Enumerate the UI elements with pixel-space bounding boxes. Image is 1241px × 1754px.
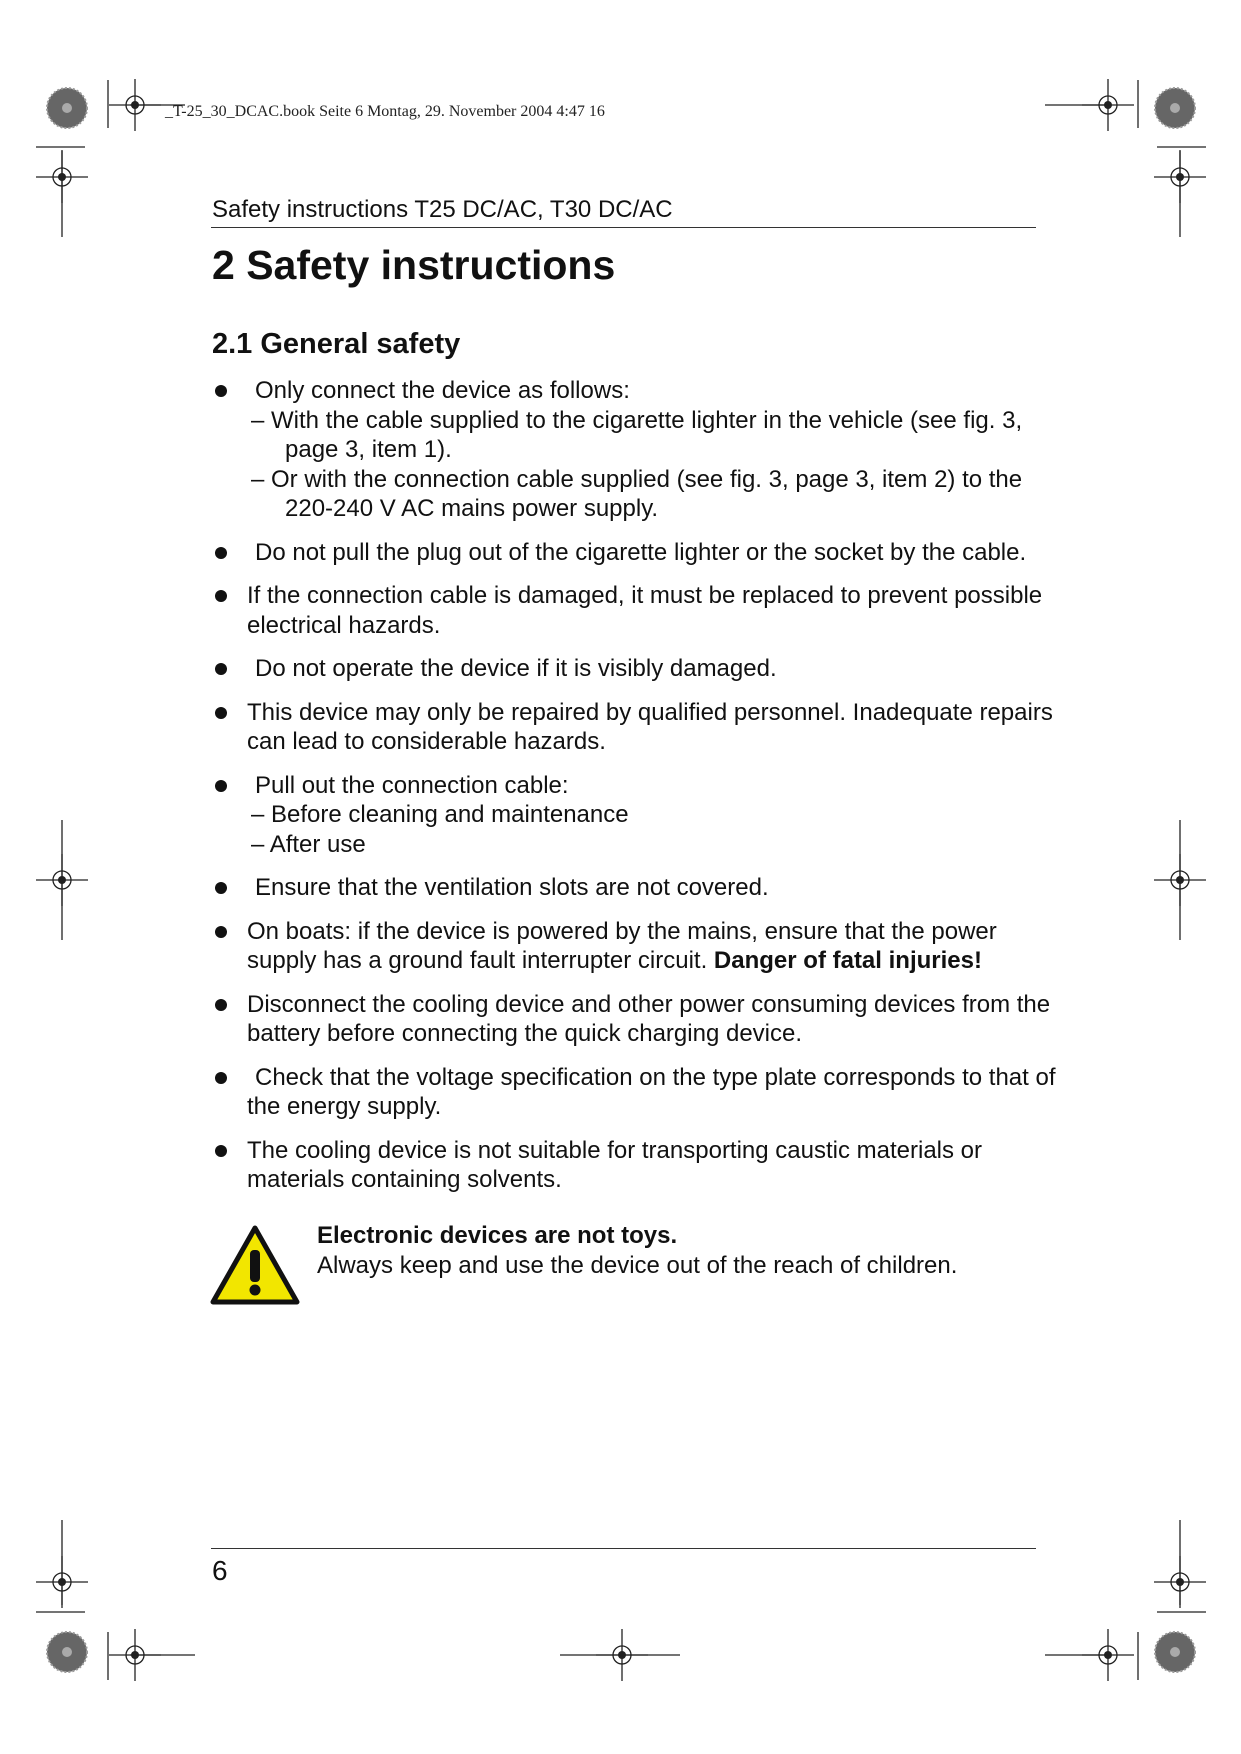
running-header: Safety instructions T25 DC/AC, T30 DC/AC — [212, 196, 673, 223]
list-item — [212, 654, 1062, 684]
list-item-text: This device may only be repaired by qualified personnel. Inadequate repairs can lead to considerable hazards. — [247, 698, 1053, 755]
print-slug: _T-25_30_DCAC.book Seite 6 Montag, 29. November 2004 4:47 16 — [165, 103, 605, 120]
list-item-text-main: On boats: if the device is powered by the mains, ensure that the power supply has a ground fault interrupter circuit. — [247, 917, 997, 974]
list-item — [212, 538, 1062, 568]
list-item-text: Only connect the device as follows: — [255, 377, 630, 404]
bullet-icon — [215, 707, 227, 719]
bullet-icon — [215, 547, 227, 559]
list-item — [212, 1136, 1062, 1195]
danger-emphasis: Danger of fatal injuries! — [713, 947, 982, 974]
warning-box — [210, 1222, 1060, 1312]
list-item — [212, 698, 1062, 757]
warning-title: Electronic devices are not toys. — [317, 1222, 678, 1249]
chapter-title: 2 Safety instructions — [212, 242, 616, 288]
bullet-icon — [215, 1072, 227, 1084]
header-rule — [211, 227, 1036, 228]
bullet-icon — [215, 1145, 227, 1157]
list-item — [212, 873, 1062, 903]
list-item-text: Disconnect the cooling device and other power consuming devices from the battery before connecting the quick charging device. — [247, 990, 1051, 1047]
page-number: 6 — [212, 1555, 228, 1586]
list-item-text: Pull out the connection cable: — [255, 771, 569, 799]
list-item — [212, 990, 1062, 1049]
bullet-icon — [215, 926, 227, 938]
list-item-text: Ensure that the ventilation slots are not covered. — [255, 874, 769, 901]
list-item-text: Check that the voltage specification on the type plate corresponds to that of the energy supply. — [247, 1063, 1056, 1120]
list-item — [212, 376, 1062, 524]
safety-list — [212, 376, 1062, 1209]
warning-triangle-icon — [210, 1224, 300, 1306]
list-item — [212, 771, 1062, 860]
bullet-icon — [215, 663, 227, 675]
list-item-text — [247, 917, 1062, 976]
list-item-text: Do not pull the plug out of the cigarette lighter or the socket by the cable. — [255, 538, 1027, 566]
list-subitem: – After use — [251, 830, 366, 858]
bullet-icon — [215, 882, 227, 894]
bullet-icon — [215, 385, 227, 397]
list-item — [212, 1063, 1062, 1122]
warning-text: Always keep and use the device out of the reach of children. — [317, 1252, 958, 1279]
list-item-text: Do not operate the device if it is visibly damaged. — [255, 655, 777, 682]
list-subitem: – With the cable supplied to the cigarette lighter in the vehicle (see fig. 3, page 3, item 1). — [251, 406, 1023, 463]
list-item-text: If the connection cable is damaged, it must be replaced to prevent possible electrical hazards. — [247, 582, 1043, 639]
footer-rule — [211, 1548, 1036, 1549]
list-item — [212, 917, 1062, 976]
bullet-icon — [215, 590, 227, 602]
list-subitem: – Or with the connection cable supplied (see fig. 3, page 3, item 2) to the 220-240 V AC mains power supply. — [251, 465, 1023, 522]
list-item — [212, 581, 1062, 640]
bullet-icon — [215, 999, 227, 1011]
list-item-text: The cooling device is not suitable for transporting caustic materials or materials containing solvents. — [247, 1136, 983, 1193]
section-title: 2.1 General safety — [212, 328, 461, 360]
list-subitem: – Before cleaning and maintenance — [251, 801, 629, 828]
bullet-icon — [215, 780, 227, 792]
